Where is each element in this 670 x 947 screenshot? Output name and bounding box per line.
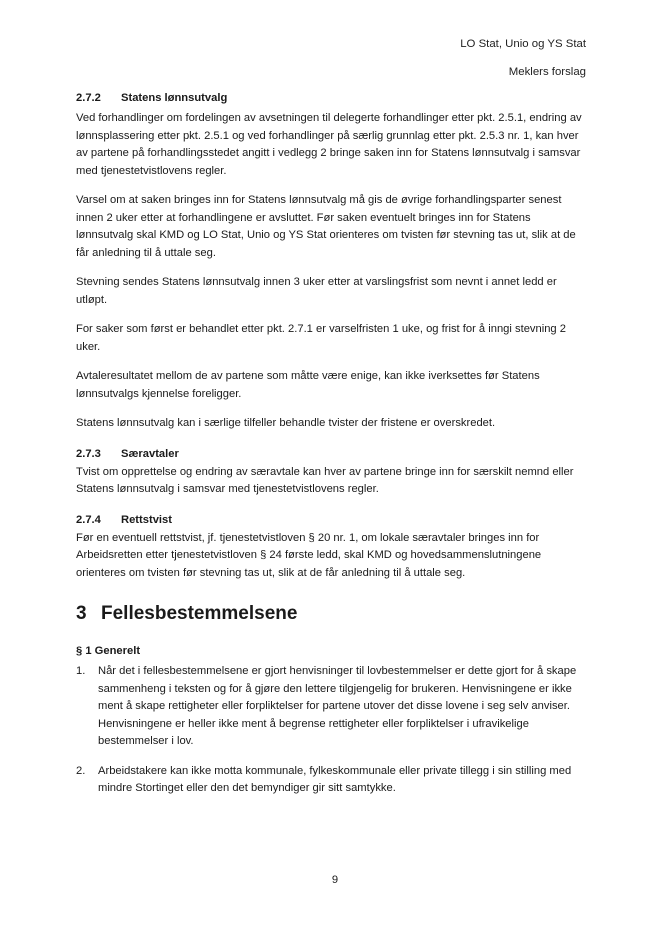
chapter-number: 3 — [76, 603, 87, 624]
heading-2-7-2 — [76, 92, 586, 104]
heading-number: 2.7.3 — [76, 447, 101, 460]
paragraph: Stevning sendes Statens lønnsutvalg innen 3 uker etter at varslingsfrist som nevnt i annet ledd er utløpt. — [76, 276, 557, 306]
paragraph: Før en eventuell rettstvist, jf. tjenestetvistloven § 20 nr. 1, om lokale særavtaler bringes inn for Arbeidsretten etter tjenestetvistloven § 24 første ledd, skal KMD og hovedsammenslutningene orienteres om tvisten før stevning tas ut, slik at de får anledning til å uttale seg. — [76, 531, 542, 579]
list-item-text: Arbeidstakere kan ikke motta kommunale, fylkeskommunale eller private tillegg i sin stilling med mindre Stortinget eller den det bemyndiger gir sitt samtykke. — [98, 764, 572, 794]
chapter-heading — [76, 603, 586, 625]
list-item — [76, 763, 586, 798]
paragraph: For saker som først er behandlet etter pkt. 2.7.1 er varselfristen 1 uke, og frist for å inngi stevning 2 uker. — [76, 323, 566, 353]
heading-title: Særavtaler — [121, 447, 179, 460]
heading-number: 2.7.4 — [76, 513, 101, 526]
list-item-number: 1. — [76, 665, 86, 677]
heading-2-7-4 — [76, 514, 586, 526]
page-number: 9 — [331, 874, 339, 886]
paragraph: Tvist om opprettelse og endring av særavtale kan hver av partene bringe inn for særskilt nemnd eller Statens lønnsutvalg i samsvar med tjenestetvistlovens regler. — [76, 465, 574, 495]
section-heading: § 1 Generelt — [76, 645, 141, 657]
heading-title: Rettstvist — [121, 513, 172, 526]
heading-2-7-3 — [76, 448, 586, 460]
heading-number: 2.7.2 — [76, 92, 101, 104]
chapter-title: Fellesbestemmelsene — [101, 603, 298, 624]
page-content — [76, 92, 586, 798]
paragraph: Varsel om at saken bringes inn for Statens lønnsutvalg må gis de øvrige forhandlingsparter senest innen 2 uker etter at forhandlingene er avsluttet. Før saken eventuelt bringes inn for Statens lønnsutvalg skal KMD og LO Stat, Unio og YS Stat orienteres om tvisten før stevning tas ut, slik at de får anledning til å uttale seg. — [76, 194, 576, 259]
header-proposal: Meklers forslag — [508, 66, 586, 78]
list-item-text: Når det i fellesbestemmelsene er gjort henvisninger til lovbestemmelser er dette gjort for å skape sammenheng i teksten og for å gjøre den lettere tilgjengelig for brukeren. Henvisningene er ikke ment å skape rettigheter eller forpliktelser for partene utover det disse lovene i seg selv anviser. Henvisningene er heller ikke ment å begrense rettigheter eller forpliktelser i ufravikelige bestemmelser i lov. — [98, 665, 577, 747]
paragraph: Statens lønnsutvalg kan i særlige tilfeller behandle tvister der fristene er overskredet. — [76, 417, 496, 429]
paragraph: Ved forhandlinger om fordelingen av avsetningen til delegerte forhandlinger etter pkt. 2.5.1, endring av lønnsplassering etter pkt. 2.5.1 og ved forhandlinger på særlig grunnlag etter pkt. 2.5.3 nr. 1, kan hver av partene på forhandlingsstedet angitt i vedlegg 2 bringe saken inn for Statens lønnsutvalg i samsvar med tjenestetvistlovens regler. — [76, 112, 582, 177]
header-parties: LO Stat, Unio og YS Stat — [460, 38, 586, 50]
paragraph: Avtaleresultatet mellom de av partene som måtte være enige, kan ikke iverksettes før Statens lønnsutvalgs kjennelse foreligger. — [76, 370, 540, 400]
list-item-number: 2. — [76, 764, 86, 777]
list-item — [76, 663, 586, 751]
heading-title: Statens lønnsutvalg — [121, 92, 228, 104]
